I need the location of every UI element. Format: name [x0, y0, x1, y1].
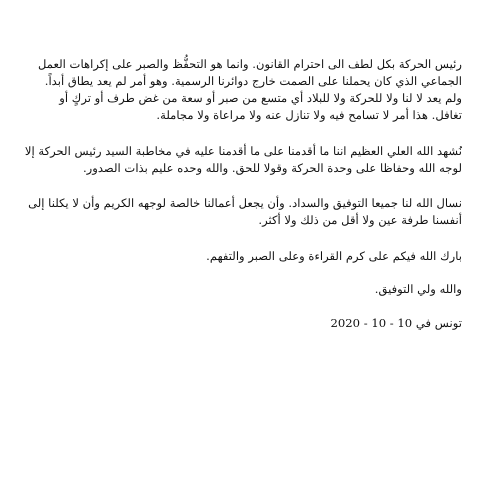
paragraph-prayer	[28, 195, 462, 229]
text-line: لوجه الله وحفاظا على وحدة الحركة وقولا للحق. والله وحده عليم بذات الصدور.	[82, 161, 462, 175]
text-line: بارك الله فيكم على كرم القراءة وعلى الصبر والتفهم.	[206, 249, 462, 263]
paragraph-respect-for-law	[36, 56, 462, 124]
paragraph-testimony	[24, 143, 462, 177]
text-line: ولم يعد لا لنا ولا للحركة ولا للبلاد أي متسع من صبر أو سعة من غض طرف أو تركٍ أو	[59, 91, 462, 105]
closing-line	[36, 281, 462, 298]
text-line: نسال الله لنا جميعا التوفيق والسداد. وأن يجعل أعمالنا خالصة لوجهه الكريم وأن لا يكلنا إلى	[28, 196, 462, 210]
letter-body	[24, 56, 462, 332]
text-line: أنفسنا طرفة عين ولا أقل من ذلك ولا أكثر.	[258, 213, 462, 227]
text-line: نُشهد الله العلي العظيم اننا ما أقدمنا على ما أقدمنا عليه في مخاطبة السيد رئيس الحركة إلا	[24, 144, 462, 158]
text-line: والله ولي التوفيق.	[374, 282, 462, 296]
text-line: الجماعي الذي كان يحملنا على الصمت خارج دوائرنا الرسمية. وهو أمر لم يعد يطاق أبداً.	[44, 74, 462, 88]
date-line	[36, 315, 462, 332]
text-line: رئيس الحركة بكل لطف الى احترام القانون. وانما هو التحفُّظ والصبر على إكراهات العمل	[38, 57, 462, 71]
paragraph-thanks	[36, 248, 462, 265]
text-line: تغافل. هذا أمر لا تسامح فيه ولا تنازل عنه ولا مراعاة ولا مجاملة.	[156, 108, 462, 122]
date-text: تونس في 10 - 10 - 2020	[330, 316, 462, 330]
